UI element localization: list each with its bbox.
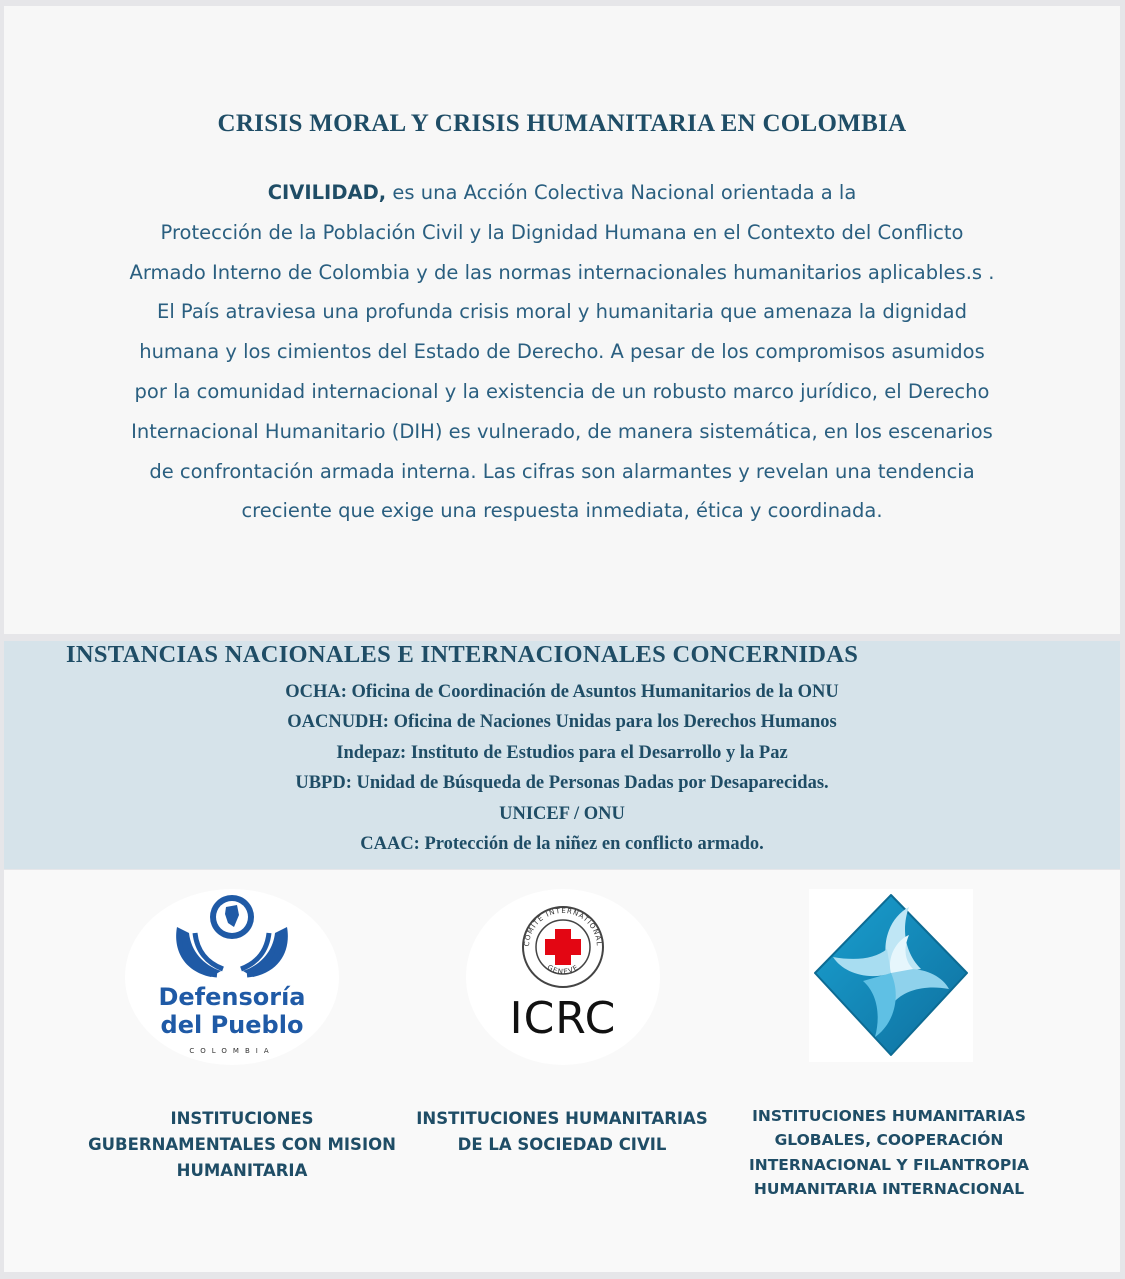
intro-line: Internacional Humanitario (DIH) es vulnerado, de manera sistemática, en los escenarios [131, 419, 993, 443]
icrc-ring-top: COMITE INTERNATIONAL [522, 906, 604, 947]
svg-text:GENEVE [546, 963, 581, 976]
caption-line: INTERNACIONAL Y FILANTROPIA [749, 1155, 1029, 1174]
instances-panel [4, 641, 1120, 869]
icrc-ring-bottom: GENEVE [545, 963, 581, 977]
intro-lead: CIVILIDAD, [267, 181, 387, 204]
caption-line: HUMANITARIA [176, 1161, 308, 1180]
caption-line: INSTITUCIONES HUMANITARIAS [416, 1109, 708, 1128]
intro-line: Armado Interno de Colombia y de las normas internacionales humanitarios aplicables.s . [129, 260, 995, 284]
icrc-logo [466, 889, 660, 1065]
intro-paragraph [64, 173, 1060, 531]
global-humanitarian-logo [809, 889, 973, 1062]
list-item: OACNUDH: Oficina de Naciones Unidas para los Derechos Humanos [287, 712, 837, 733]
instances-title: INSTANCIAS NACIONALES E INTERNACIONALES CONCERNIDAS [66, 641, 859, 668]
list-item: CAAC: Protección de la niñez en conflicto armado. [360, 834, 764, 855]
intro-line-1-text: es una Acción Colectiva Nacional orientada a la [386, 181, 857, 204]
intro-line: de confrontación armada interna. Las cifras son alarmantes y revelan una tendencia [149, 459, 975, 483]
intro-line: creciente que exige una respuesta inmediata, ética y coordinada. [241, 499, 883, 523]
list-item: UBPD: Unidad de Búsqueda de Personas Dadas por Desaparecidas. [295, 773, 829, 794]
intro-line-1 [64, 173, 1060, 213]
intro-panel [4, 6, 1120, 634]
defensoria-logo [125, 889, 339, 1065]
list-item: Indepaz: Instituto de Estudios para el Desarrollo y la Paz [336, 742, 788, 763]
caption-line: HUMANITARIA INTERNACIONAL [753, 1180, 1025, 1199]
page-title: CRISIS MORAL Y CRISIS HUMANITARIA EN COLOMBIA [217, 110, 907, 137]
defensoria-line2: del Pueblo [160, 1011, 304, 1039]
list-item: OCHA: Oficina de Coordinación de Asuntos Humanitarios de la ONU [285, 682, 839, 702]
caption-line: GLOBALES, COOPERACIÓN [774, 1131, 1004, 1150]
list-item: UNICEF / ONU [499, 803, 625, 824]
intro-line: El País atraviesa una profunda crisis moral y humanitaria que amenaza la dignidad [157, 300, 967, 324]
intro-line: humana y los cimientos del Estado de Derecho. A pesar de los compromisos asumidos [139, 340, 985, 364]
caption-globales [746, 1104, 1032, 1202]
caption-line: GUBERNAMENTALES CON MISION [88, 1135, 396, 1154]
institutions-panel [4, 870, 1120, 1272]
caption-line: DE LA SOCIEDAD CIVIL [457, 1135, 667, 1154]
caption-gubernamentales [84, 1106, 400, 1184]
caption-line: INSTITUCIONES HUMANITARIAS [752, 1107, 1026, 1125]
intro-line: Protección de la Población Civil y la Dignidad Humana en el Contexto del Conflicto [160, 220, 964, 244]
instances-list [4, 677, 1120, 859]
defensoria-line1: Defensoría [158, 983, 306, 1011]
intro-line: por la comunidad internacional y la existencia de un robusto marco jurídico, el Derecho [134, 379, 990, 403]
defensoria-sub: COLOMBIA [189, 1047, 275, 1055]
caption-line: INSTITUCIONES [170, 1109, 314, 1128]
icrc-text: ICRC [509, 993, 617, 1044]
swirl-diamond-icon [809, 889, 973, 1062]
caption-sociedad-civil [412, 1106, 712, 1158]
